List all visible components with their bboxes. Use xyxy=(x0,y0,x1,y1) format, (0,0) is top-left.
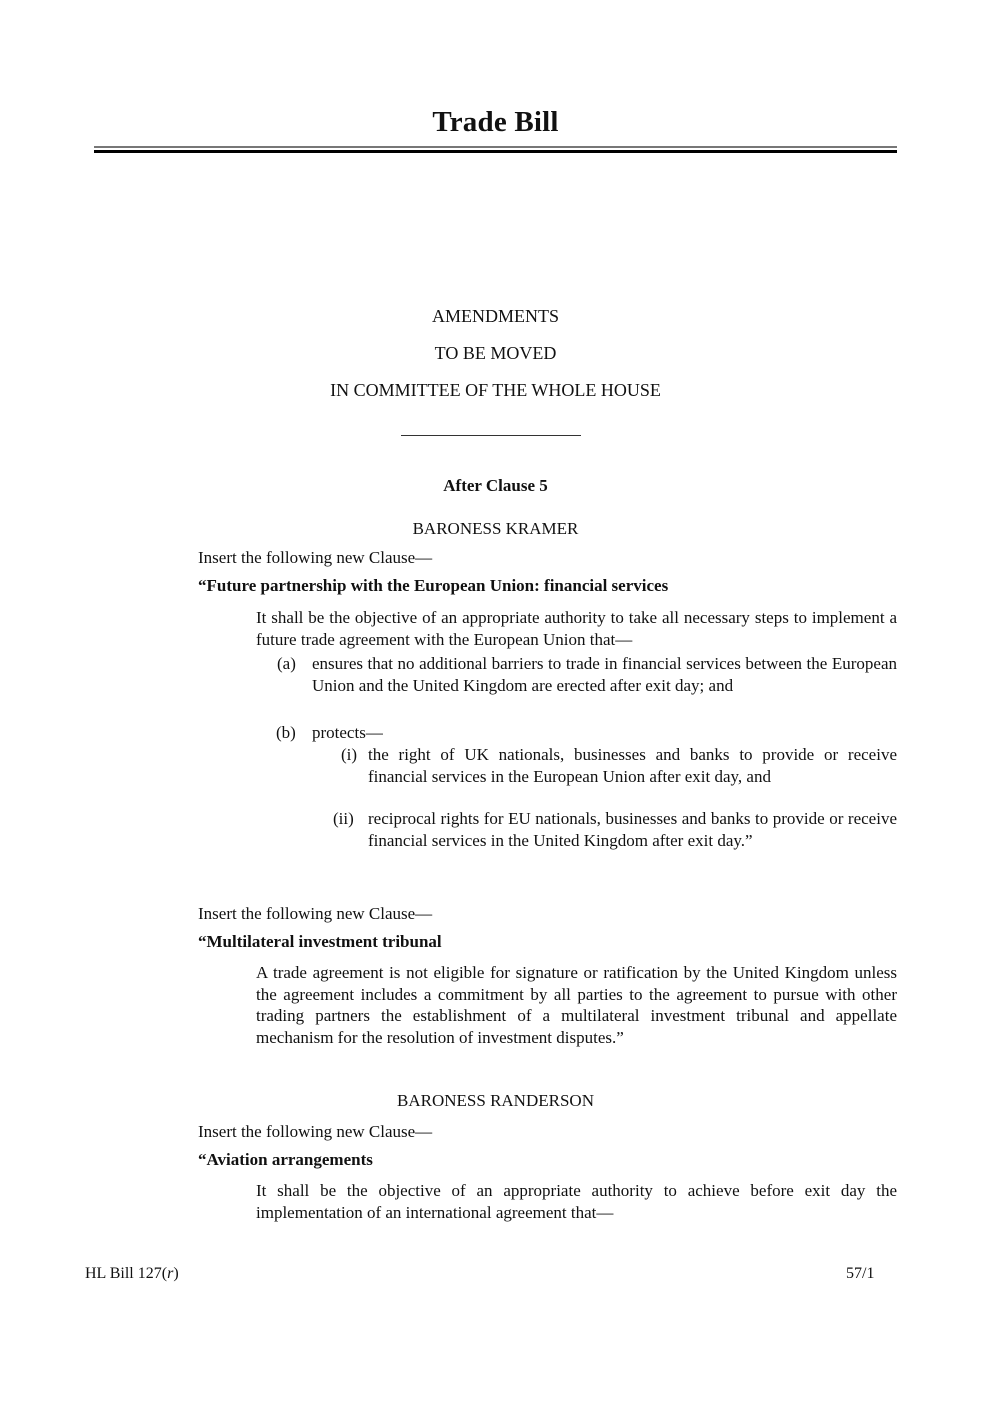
clause-body: It shall be the objective of an appropriate authority to achieve before exit day the implementation of an international agreement that— xyxy=(256,1181,897,1222)
item-label: (a) xyxy=(277,654,296,673)
sponsor-name: BARONESS KRAMER xyxy=(412,519,579,538)
title-rule-thin xyxy=(94,146,897,148)
clause-title: “Multilateral investment tribunal xyxy=(198,932,442,951)
bill-ref-suffix: ) xyxy=(173,1265,179,1282)
clause-body: It shall be the objective of an appropriate authority to take all necessary steps to implement a future trade agreement with the European Union that— xyxy=(256,608,897,649)
page-reference: 57/1 xyxy=(846,1265,875,1282)
title-rule-thick xyxy=(94,150,897,153)
item-text: ensures that no additional barriers to trade in financial services between the European Union and the United Kingdom are erected after exit day; and xyxy=(312,654,897,695)
amendment-instruction: Insert the following new Clause— xyxy=(198,548,433,567)
cover-divider xyxy=(401,435,581,436)
amendment-instruction: Insert the following new Clause— xyxy=(198,1122,433,1141)
item-text: protects— xyxy=(312,723,383,742)
subitem-text: reciprocal rights for EU nationals, businesses and banks to provide or receive financial services in the United Kingdom after exit day.” xyxy=(368,809,897,850)
cover-line-to-be-moved: TO BE MOVED xyxy=(434,343,557,363)
clause-title: “Aviation arrangements xyxy=(198,1150,373,1169)
subitem-label: (i) xyxy=(341,745,358,764)
cover-line-amendments: AMENDMENTS xyxy=(431,306,559,326)
clause-title: “Future partnership with the European Union: financial services xyxy=(198,576,669,595)
bill-reference xyxy=(85,1265,179,1283)
clause-body: A trade agreement is not eligible for signature or ratification by the United Kingdom unless the agreement includes a commitment by all parties to the agreement to pursue with other trading partners the establishment of a multilateral investment tribunal and appellate mechanism for the resolution of investment disputes.” xyxy=(256,963,897,1047)
item-label: (b) xyxy=(276,723,296,742)
bill-ref-reprint-marker: r xyxy=(167,1265,174,1282)
subitem-label: (ii) xyxy=(333,809,354,828)
subitem-text: the right of UK nationals, businesses and banks to provide or receive financial services in the European Union after exit day, and xyxy=(368,745,897,786)
sponsor-name: BARONESS RANDERSON xyxy=(397,1091,594,1110)
amendment-instruction: Insert the following new Clause— xyxy=(198,904,433,923)
bill-ref-prefix: HL Bill 127( xyxy=(85,1265,168,1282)
cover-line-committee: IN COMMITTEE OF THE WHOLE HOUSE xyxy=(330,380,661,400)
section-heading: After Clause 5 xyxy=(443,476,548,495)
document-title: Trade Bill xyxy=(432,106,559,138)
